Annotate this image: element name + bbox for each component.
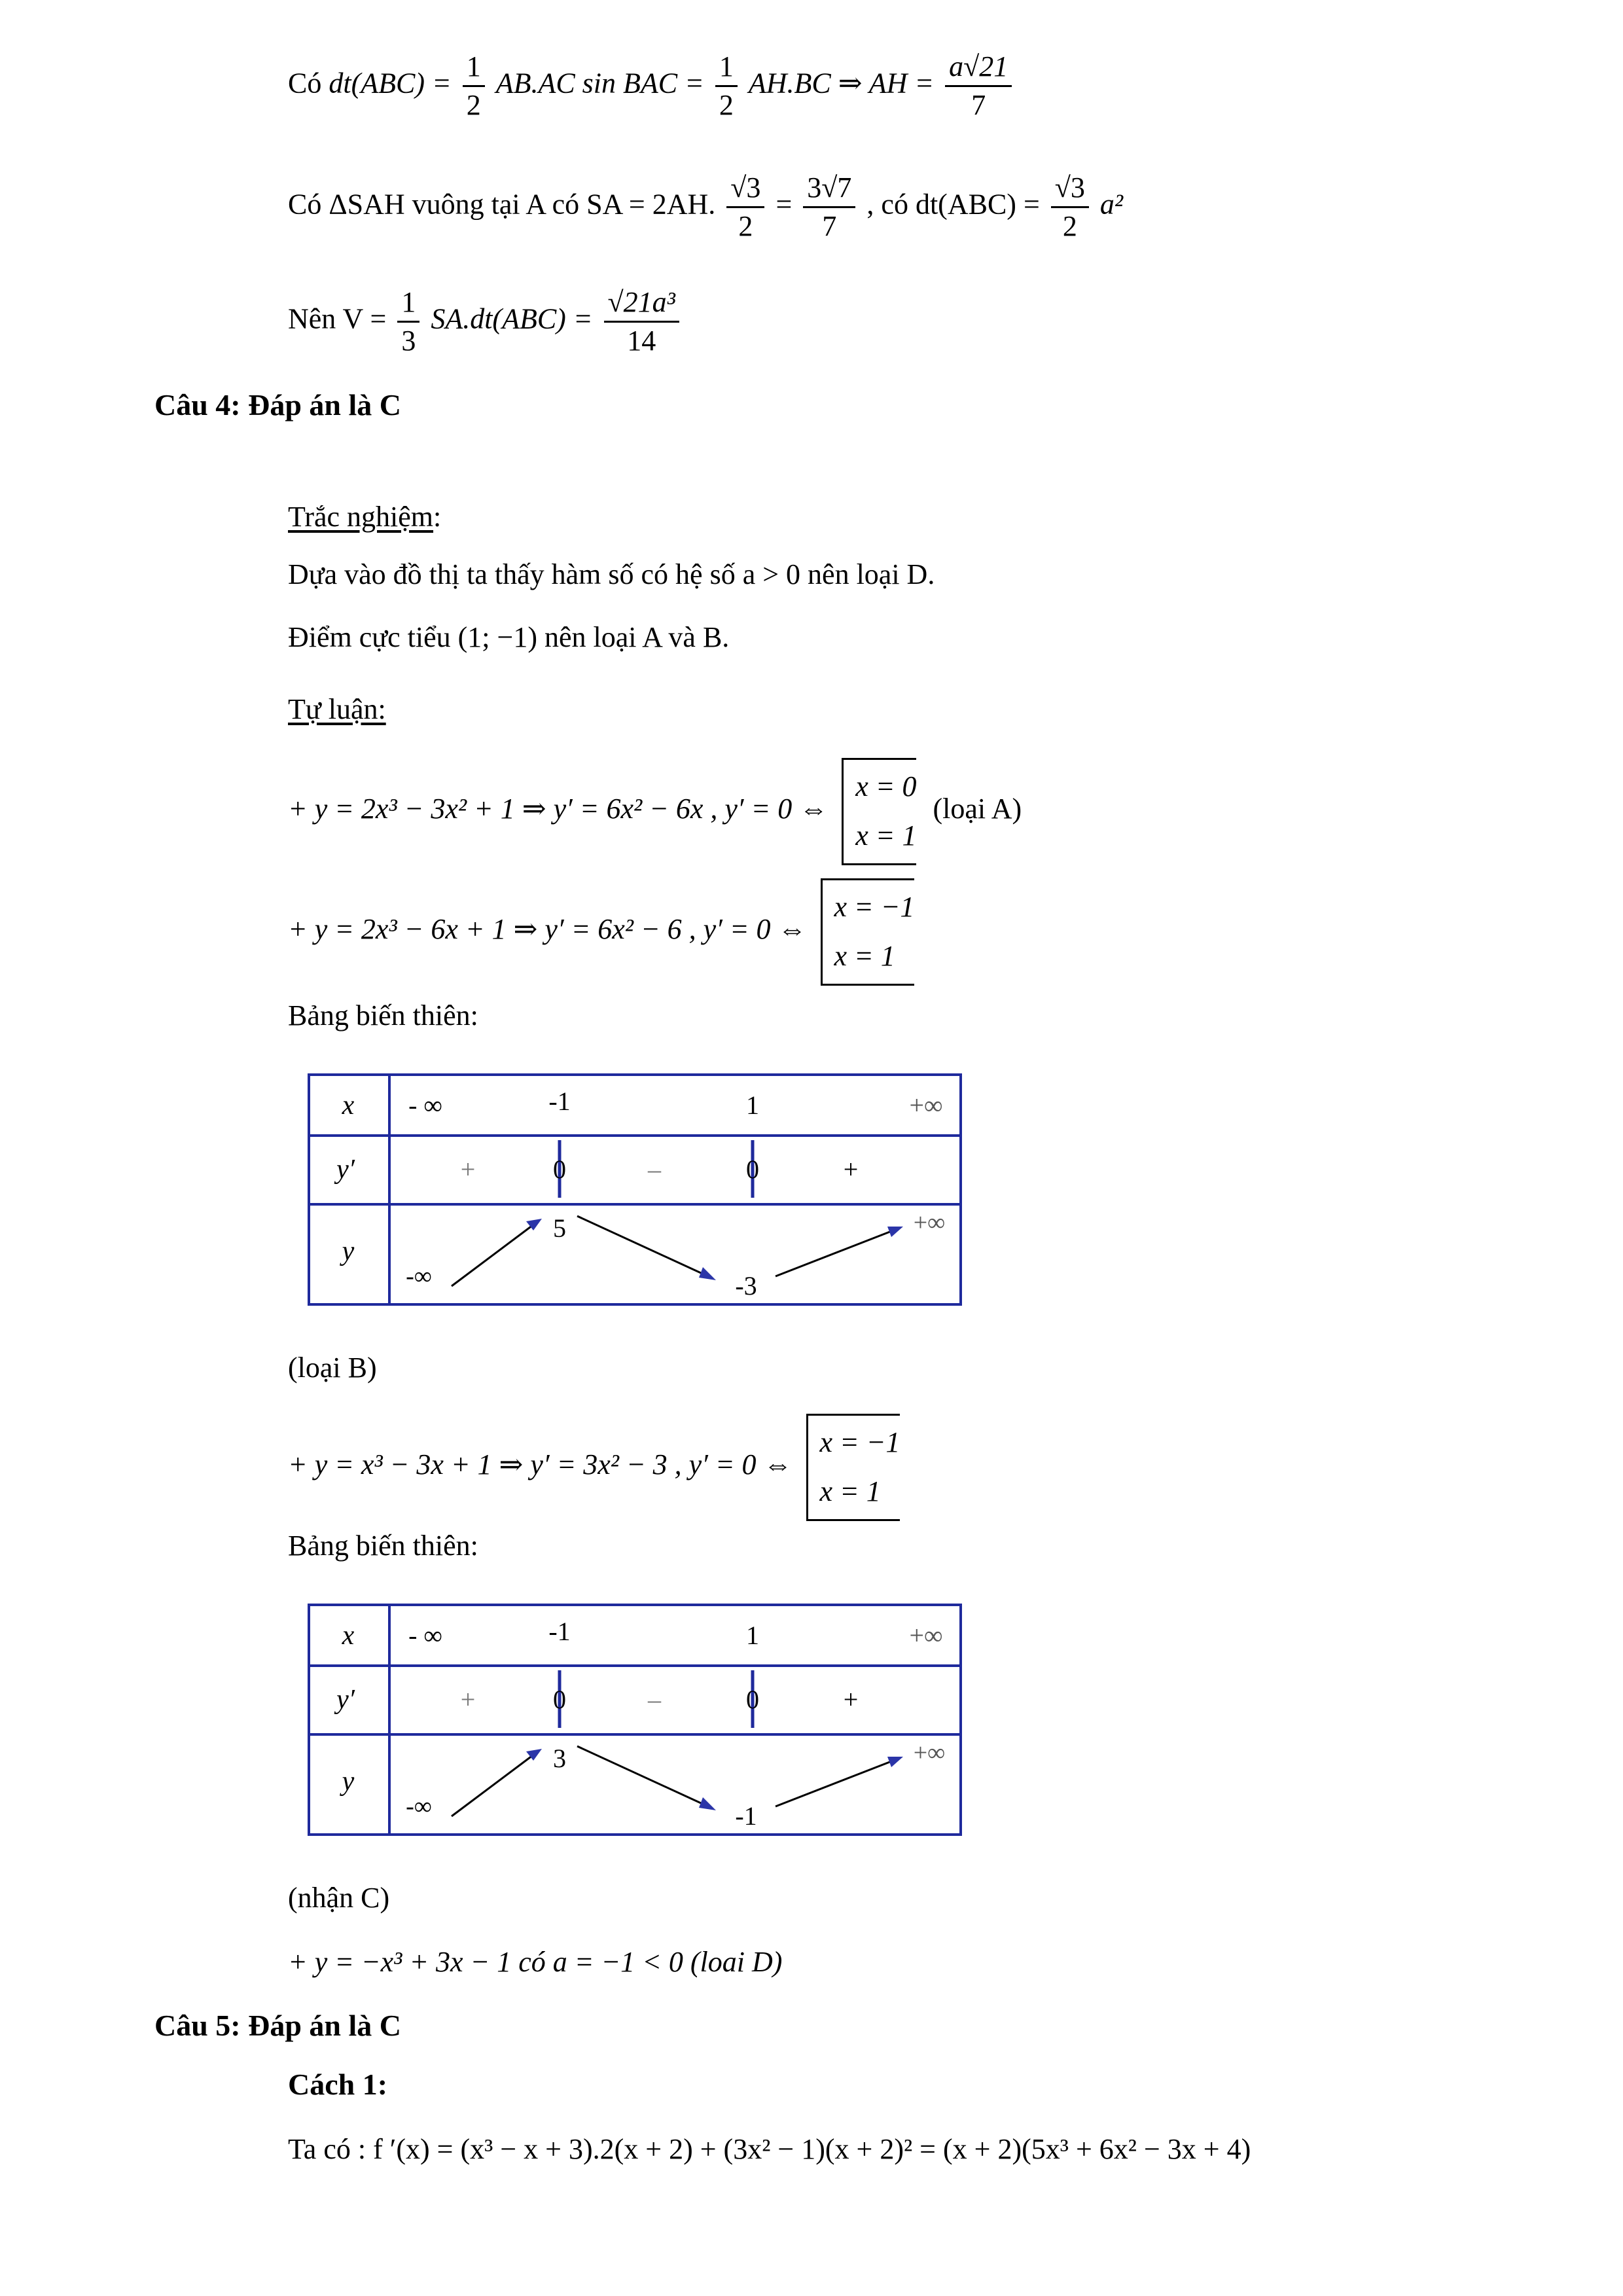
area-post: AH.BC ⇒ AH =	[748, 67, 935, 99]
q5-heading: Câu 5: Đáp án là C	[154, 2009, 402, 2042]
fraction-sqrt3-2: $\frac{√3}{2}$	[726, 173, 764, 241]
t1-arrow-up-1	[452, 1221, 538, 1286]
option-b-system: x = −1 x = 1	[821, 878, 915, 986]
t1-y-val: +∞	[913, 1209, 946, 1236]
fraction-3sqrt7-7: $\frac{3√7}{7}$	[803, 173, 855, 241]
t1-arrow-up-2	[776, 1229, 897, 1276]
t2-arrow-down	[577, 1746, 708, 1806]
fraction-third: $\frac{1}{3}$	[397, 288, 419, 355]
area-lhs: dt(ABC) =	[329, 67, 452, 99]
arrowhead-icon	[699, 1267, 716, 1280]
t2-x-val: +∞	[909, 1621, 943, 1650]
t2-x-label: x	[342, 1621, 355, 1651]
q5-method-1: Cách 1:	[288, 2068, 388, 2101]
tn-line-1: Dựa vào đồ thị ta thấy hàm số có hệ số a > 0 nên loại D.	[288, 558, 935, 590]
t1-x-label: x	[342, 1090, 355, 1121]
t2-arrow-up-1	[452, 1751, 538, 1816]
t1-y-val: -3	[735, 1271, 757, 1300]
t2-sign: +	[460, 1685, 476, 1714]
t2-y-val: -1	[735, 1801, 757, 1831]
t1-y-label: y	[342, 1236, 355, 1266]
option-c-line: + y = x³ − 3x + 1 ⇒ y′ = 3x² − 3 , y′ = 0 ⇔ x = −1 x = 1	[288, 1414, 900, 1521]
fraction-half-1: $\frac{1}{2}$	[463, 52, 485, 120]
variation-table-2	[308, 1604, 962, 1836]
q4-heading: Câu 4: Đáp án là C	[154, 388, 402, 422]
arrowhead-icon	[699, 1797, 716, 1810]
t2-sign: –	[648, 1685, 661, 1714]
bbt-label-2: Bảng biến thiên:	[288, 1530, 478, 1562]
t2-y-val: -∞	[406, 1793, 432, 1820]
volume-line	[288, 288, 683, 355]
t1-sign: –	[648, 1155, 661, 1184]
arrowhead-icon	[887, 1227, 903, 1237]
t2-x-val: 1	[746, 1621, 759, 1650]
variation-table-1	[308, 1073, 962, 1306]
sah-mid: , có dt(ABC) =	[866, 188, 1040, 221]
option-b-line: + y = 2x³ − 6x + 1 ⇒ y′ = 6x² − 6 , y′ = 0 ⇔ x = −1 x = 1	[288, 878, 914, 986]
tn-line-2: Điểm cực tiểu (1; −1) nên loại A và B.	[288, 621, 730, 653]
note-b: (loại B)	[288, 1352, 377, 1384]
t1-sign: 0	[746, 1155, 759, 1184]
t1-x-val: -1	[548, 1086, 571, 1116]
t2-y-val: 3	[553, 1744, 566, 1773]
t1-y-val: 5	[553, 1213, 566, 1243]
t1-sign: 0	[553, 1155, 566, 1184]
area-mid: AB.AC sin BAC =	[495, 67, 704, 99]
t2-sign: 0	[746, 1685, 759, 1714]
t2-sign: 0	[553, 1685, 566, 1714]
arrowhead-icon	[887, 1757, 903, 1767]
volume-pre: Nên V =	[288, 302, 387, 335]
t2-arrow-up-2	[776, 1759, 897, 1806]
tn-title: Trắc nghiệm:	[288, 501, 442, 533]
t1-arrows	[452, 1216, 897, 1286]
note-c: (nhận C)	[288, 1882, 390, 1914]
sah-line: Có ΔSAH vuông tại A có SA = 2AH. $\frac{√3}{2}$ = $\frac{3√7}{7}$ , có dt(ABC) = $\frac{√3}{2}$ a²	[288, 171, 1124, 242]
t2-y-label: y	[342, 1767, 355, 1797]
fraction-volume: $\frac{\text{√21a³}}{14}$	[604, 288, 679, 355]
t1-sign: +	[843, 1155, 859, 1184]
fraction-half-2: $\frac{1}{2}$	[715, 52, 738, 120]
fraction-ah: $\frac{a√21}{7}$	[945, 52, 1012, 120]
t1-yp-label: y′	[336, 1155, 355, 1185]
t1-x-val: - ∞	[408, 1090, 442, 1120]
area-formula-line	[288, 52, 1016, 120]
option-d-line: + y = −x³ + 3x − 1 có a = −1 < 0 (loai D)	[288, 1946, 783, 1978]
option-a-system: x = 0 x = 1	[842, 758, 916, 865]
sah-pre: Có ΔSAH vuông tại A có SA = 2AH.	[288, 188, 716, 221]
t2-x-val: -1	[548, 1617, 571, 1646]
t2-sign: +	[843, 1685, 859, 1714]
t2-yp-label: y′	[336, 1685, 355, 1715]
text-co: Có	[288, 67, 322, 99]
t2-x-val: - ∞	[408, 1621, 442, 1650]
bbt-label-1: Bảng biến thiên:	[288, 999, 478, 1031]
t2-y-val: +∞	[913, 1739, 946, 1767]
t1-x-val: 1	[746, 1090, 759, 1120]
option-c-system: x = −1 x = 1	[806, 1414, 901, 1521]
t1-y-val: -∞	[406, 1263, 432, 1290]
volume-mid: SA.dt(ABC) =	[431, 302, 593, 335]
tl-title: Tự luận:	[288, 693, 386, 725]
t1-x-val: +∞	[909, 1090, 943, 1120]
q5-derivative-line: Ta có : f ′(x) = (x³ − x + 3).2(x + 2) + (3x² − 1)(x + 2)² = (x + 2)(5x³ + 6x² − 3x + 4)	[288, 2133, 1251, 2165]
option-a-line: + y = 2x³ − 3x² + 1 ⇒ y′ = 6x² − 6x , y′ = 0 ⇔ x = 0 x = 1 (loại A)	[288, 758, 1022, 865]
t1-arrow-down	[577, 1216, 708, 1276]
t1-sign: +	[460, 1155, 476, 1184]
fraction-sqrt3-2b: $\frac{√3}{2}$	[1051, 173, 1089, 241]
t2-arrows	[452, 1746, 897, 1816]
option-a-note: (loại A)	[933, 792, 1022, 825]
